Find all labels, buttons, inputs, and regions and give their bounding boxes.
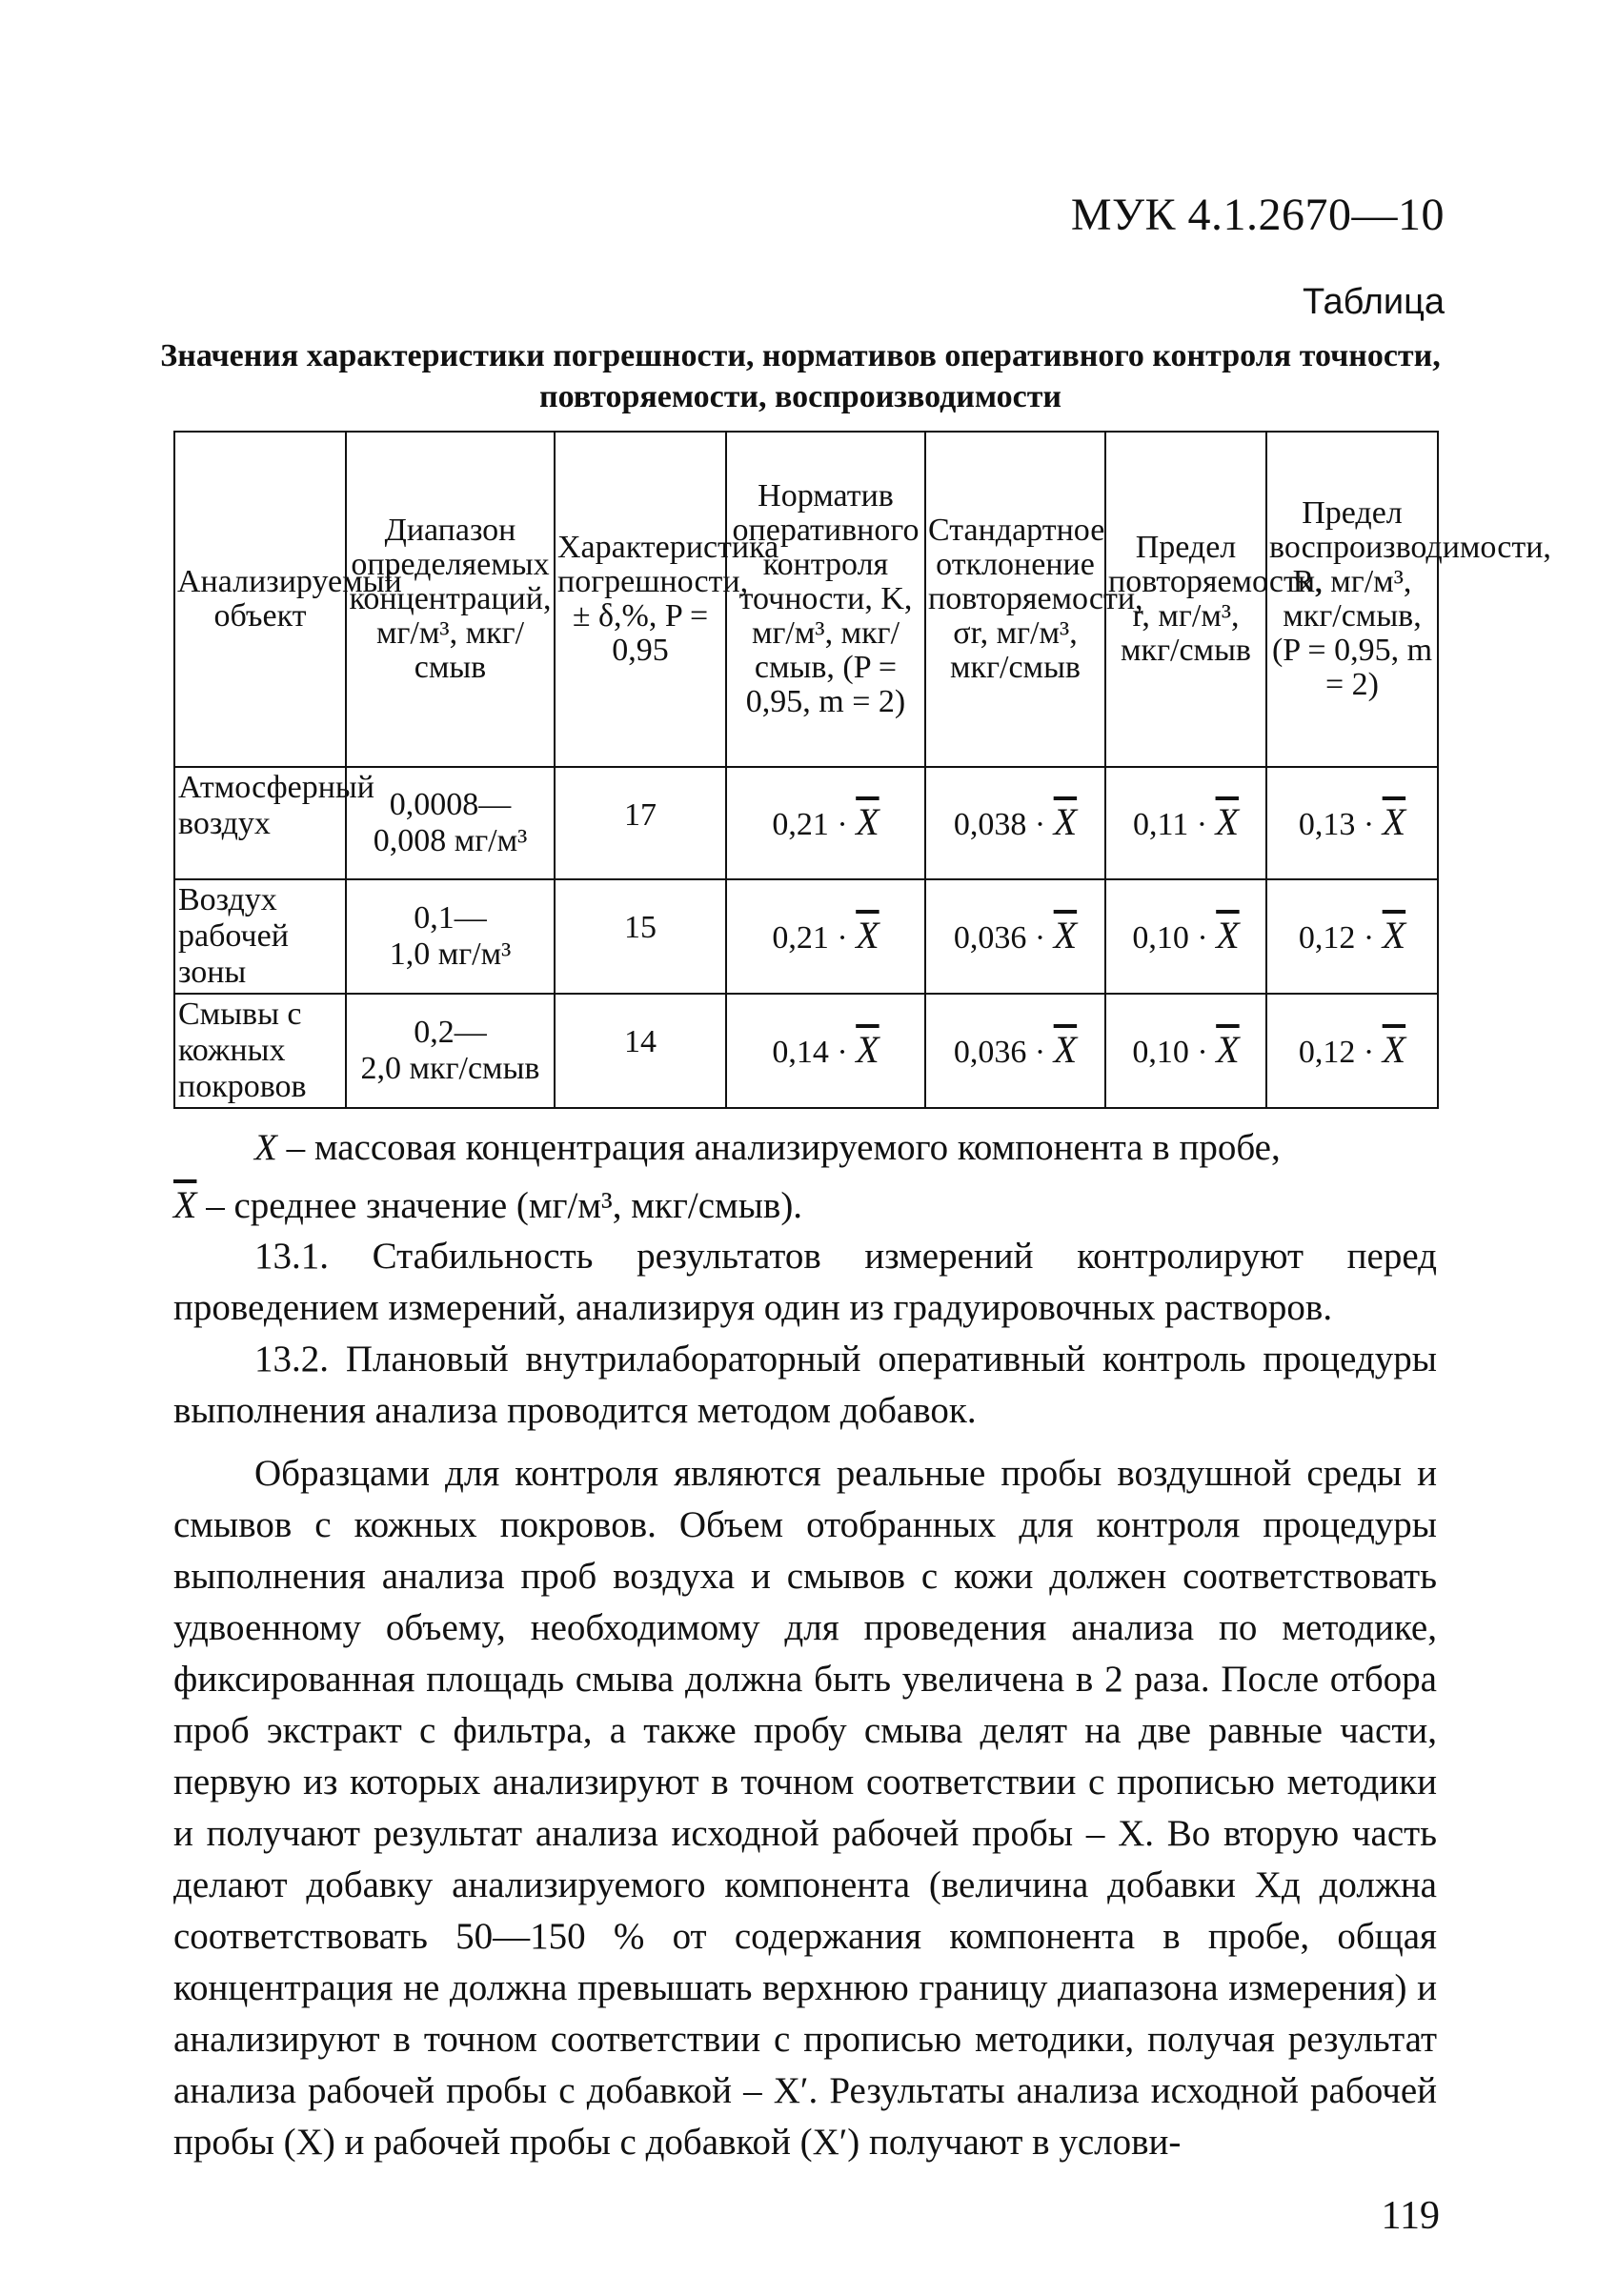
- column-header-reproducibility-limit: Предел воспроизводимости, R, мг/м³, мкг/смыв, (P = 0,95, m = 2): [1266, 432, 1438, 767]
- table-row: [174, 879, 1438, 994]
- cell-object: Смывы с кожных покровов: [174, 994, 346, 1108]
- cell-repeatability-limit: $0,11 \cdot \overline{X}$: [1105, 767, 1266, 879]
- cell-std-deviation: $0,036 \cdot \overline{X}$: [925, 994, 1105, 1108]
- table-row: [174, 994, 1438, 1108]
- cell-error: 17: [555, 767, 726, 879]
- paragraph-main: Образцами для контроля являются реальные пробы воздушной среды и смывов с кожных покровов. Объем отобранных для контроля процедуры выполнения анализа проб воздуха и смывов с кожи должен соответствовать удвоенному объему, необходимому для проведения анализа по методике, фиксированная площадь смыва должна быть увеличена в 2 раза. После отбора проб экстракт с фильтра, а также пробу смыва делят на две равные части, первую из которых анализируют в точном соответствии с прописью методики и получают результат анализа исходной рабочей пробы – X. Во вторую часть делают добавку анализируемого компонента (величина добавки Xд должна соответствовать 50—150 % от содержания компонента в пробе, общая концентрация не должна превышать верхнюю границу диапазона измерения) и анализируют в точном соответствии с прописью методики, получая результат анализа рабочей пробы с добавкой – X′. Результаты анализа исходной рабочей пробы (X) и рабочей пробы с добавкой (X′) получают в услови-: [173, 1453, 1437, 2163]
- cell-std-deviation: $0,038 \cdot \overline{X}$: [925, 767, 1105, 879]
- column-header-accuracy-norm: Норматив оперативного контроля точности, K, мг/м³, мкг/смыв, (P = 0,95, m = 2): [726, 432, 925, 767]
- cell-repeatability-limit: $0,10 \cdot \overline{X}$: [1105, 879, 1266, 994]
- cell-range: 0,0008— 0,008 мг/м³: [346, 767, 555, 879]
- cell-repeatability-limit: $0,10 \cdot \overline{X}$: [1105, 994, 1266, 1108]
- table-notes: [173, 1122, 1437, 1232]
- cell-object: Атмосферный воздух: [174, 767, 346, 879]
- cell-range: 0,2— 2,0 мкг/смыв: [346, 994, 555, 1108]
- cell-error: 14: [555, 994, 726, 1108]
- paragraph-13-1: 13.1. Стабильность результатов измерений контролируют перед проведением измерений, анализируя один из градуировочных растворов.: [173, 1236, 1437, 1328]
- cell-error: 15: [555, 879, 726, 994]
- column-header-object: Анализируемый объект: [174, 432, 346, 767]
- table-row: [174, 767, 1438, 879]
- column-header-repeatability-limit: Предел повторяемости, r, мг/м³, мкг/смыв: [1105, 432, 1266, 767]
- cell-reproducibility-limit: $0,12 \cdot \overline{X}$: [1266, 879, 1438, 994]
- table-caption: Таблица: [1303, 282, 1445, 322]
- column-header-std-deviation: Стандартное отклонение повторяемости, σr, мг/м³, мкг/смыв: [925, 432, 1105, 767]
- document-code: МУК 4.1.2670—10: [1070, 190, 1445, 240]
- cell-accuracy-norm: $0,14 \cdot \overline{X}$: [726, 994, 925, 1108]
- cell-accuracy-norm: $0,21 \cdot \overline{X}$: [726, 767, 925, 879]
- table-title: Значения характеристики погрешности, нормативов оперативного контроля точности, повторяемости, воспроизводимости: [160, 338, 1441, 414]
- cell-range: 0,1— 1,0 мг/м³: [346, 879, 555, 994]
- cell-object: Воздух рабочей зоны: [174, 879, 346, 994]
- column-header-range: Диапазон определяемых концентраций, мг/м³, мкг/смыв: [346, 432, 555, 767]
- cell-reproducibility-limit: $0,12 \cdot \overline{X}$: [1266, 994, 1438, 1108]
- cell-reproducibility-limit: $0,13 \cdot \overline{X}$: [1266, 767, 1438, 879]
- note-xbar: $\overline{X}$ – среднее значение (мг/м³, мкг/смыв).: [173, 1183, 803, 1226]
- column-header-error: Характеристика погрешности, ± δ,%, P = 0,95: [555, 432, 726, 767]
- body-text: [173, 1231, 1437, 2168]
- cell-accuracy-norm: $0,21 \cdot \overline{X}$: [726, 879, 925, 994]
- note-x: X – массовая концентрация анализируемого компонента в пробе,: [254, 1127, 1281, 1168]
- page-number: 119: [1381, 2194, 1440, 2238]
- cell-std-deviation: $0,036 \cdot \overline{X}$: [925, 879, 1105, 994]
- error-characteristics-table: [173, 431, 1551, 1109]
- paragraph-13-2: 13.2. Плановый внутрилабораторный оперативный контроль процедуры выполнения анализа проводится методом добавок.: [173, 1339, 1437, 1431]
